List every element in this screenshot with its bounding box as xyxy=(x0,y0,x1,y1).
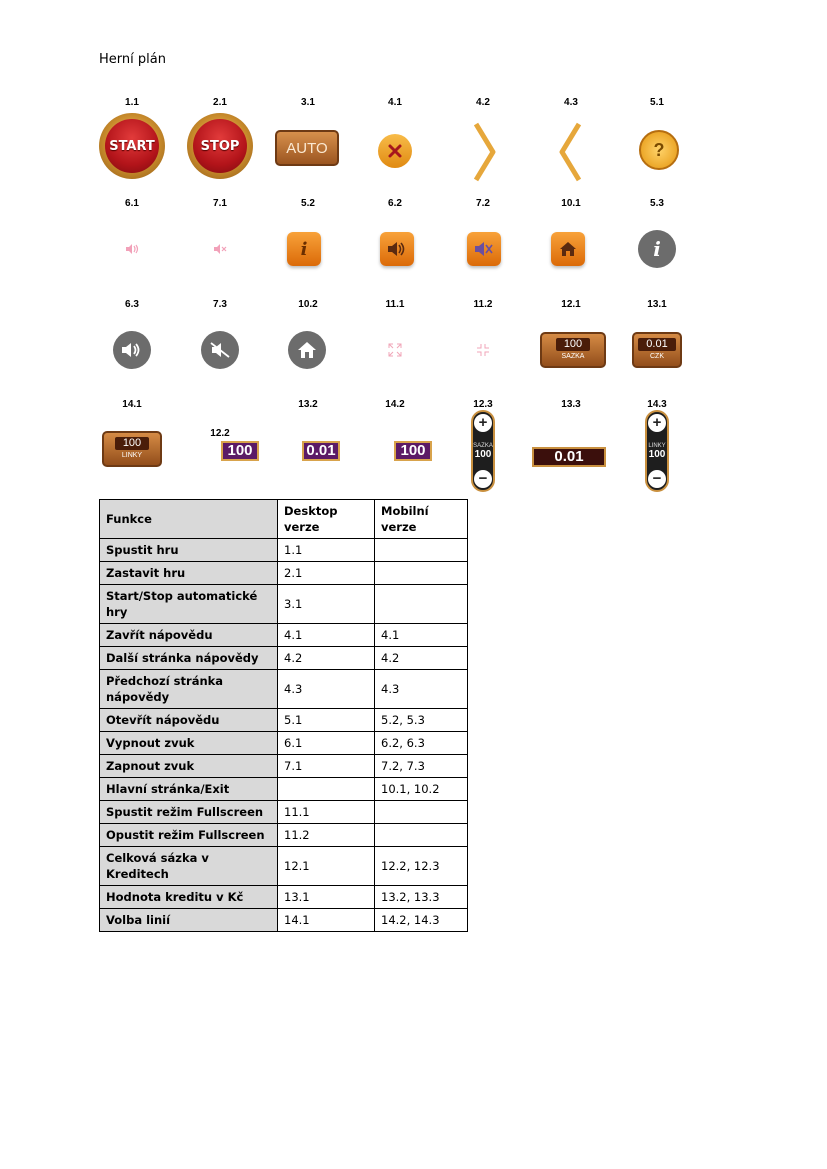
function-cell: Opustit režim Fullscreen xyxy=(100,824,278,847)
label-11-1: 11.1 xyxy=(385,299,405,310)
sound-grey-button[interactable] xyxy=(113,331,151,369)
expand-icon xyxy=(388,343,402,357)
home-icon xyxy=(559,241,577,257)
label-5-2: 5.2 xyxy=(301,198,315,209)
label-4-2: 4.2 xyxy=(476,97,490,108)
bet-plus-button[interactable]: + xyxy=(474,414,492,432)
help-button[interactable] xyxy=(639,130,679,170)
label-14-2: 14.2 xyxy=(385,399,405,410)
label-7-2: 7.2 xyxy=(476,198,490,209)
mobile-cell: 5.2, 5.3 xyxy=(375,709,468,732)
label-11-2: 11.2 xyxy=(473,299,493,310)
function-cell: Zavřít nápovědu xyxy=(100,624,278,647)
lines-minus-button[interactable]: − xyxy=(648,470,666,488)
sound-off-grey-button[interactable] xyxy=(201,331,239,369)
label-5-3: 5.3 xyxy=(650,198,664,209)
table-row xyxy=(100,585,468,624)
mobile-cell: 4.1 xyxy=(375,624,468,647)
credit-mobile-display[interactable]: 0.01 xyxy=(302,441,340,461)
label-6-1: 6.1 xyxy=(125,198,139,209)
lines-display[interactable] xyxy=(102,431,162,467)
desktop-cell: Desktop verze xyxy=(278,500,375,539)
label-4-1: 4.1 xyxy=(388,97,402,108)
bet-vertical-value: 100 xyxy=(474,448,492,460)
info-mobile-button[interactable] xyxy=(287,232,321,266)
stop-button[interactable] xyxy=(187,113,253,179)
mobile-cell xyxy=(375,585,468,624)
desktop-cell: 13.1 xyxy=(278,886,375,909)
bet-vertical-caption: SAZKA xyxy=(473,442,493,449)
label-1-1: 1.1 xyxy=(125,97,139,108)
fullscreen-button[interactable] xyxy=(388,343,402,362)
mobile-cell: 6.2, 6.3 xyxy=(375,732,468,755)
label-2-1: 2.1 xyxy=(213,97,227,108)
info-icon: i xyxy=(300,238,308,260)
lines-mobile-display[interactable]: 100 xyxy=(394,441,432,461)
label-14-1: 14.1 xyxy=(122,399,142,410)
table-row xyxy=(100,801,468,824)
info-grey-button[interactable] xyxy=(638,230,676,268)
function-cell: Volba linií xyxy=(100,909,278,932)
mobile-cell: 12.2, 12.3 xyxy=(375,847,468,886)
table-row xyxy=(100,539,468,562)
unmute-button[interactable] xyxy=(213,242,227,260)
chevron-right-icon xyxy=(474,122,496,182)
table-row xyxy=(100,824,468,847)
table-row xyxy=(100,778,468,801)
label-10-2: 10.2 xyxy=(298,299,318,310)
function-cell: Spustit hru xyxy=(100,539,278,562)
label-12-1: 12.1 xyxy=(561,299,581,310)
table-row xyxy=(100,709,468,732)
label-13-3: 13.3 xyxy=(561,399,581,410)
label-10-1: 10.1 xyxy=(561,198,581,209)
functions-table xyxy=(99,499,468,932)
mobile-cell: 13.2, 13.3 xyxy=(375,886,468,909)
mobile-cell: 4.2 xyxy=(375,647,468,670)
bet-value: 100 xyxy=(556,338,590,351)
desktop-cell: 4.3 xyxy=(278,670,375,709)
next-page-button[interactable] xyxy=(474,122,496,187)
exit-fullscreen-button[interactable] xyxy=(476,343,490,362)
label-3-1: 3.1 xyxy=(301,97,315,108)
table-row xyxy=(100,624,468,647)
lines-vertical-control[interactable] xyxy=(645,410,669,492)
lines-value: 100 xyxy=(115,437,149,450)
start-button[interactable] xyxy=(99,113,165,179)
credit-mobile-dark-display[interactable]: 0.01 xyxy=(532,447,606,467)
function-cell: Hodnota kreditu v Kč xyxy=(100,886,278,909)
function-cell: Otevřít nápovědu xyxy=(100,709,278,732)
start-label: START xyxy=(105,119,159,173)
label-6-2: 6.2 xyxy=(388,198,402,209)
bet-caption: SAZKA xyxy=(561,353,585,360)
home-grey-button[interactable] xyxy=(288,331,326,369)
home-mobile-button[interactable] xyxy=(551,232,585,266)
credit-value: 0.01 xyxy=(638,338,675,351)
speaker-off-icon xyxy=(213,243,227,255)
mobile-cell: 14.2, 14.3 xyxy=(375,909,468,932)
mobile-cell xyxy=(375,539,468,562)
sound-off-mobile-button[interactable] xyxy=(467,232,501,266)
prev-page-button[interactable] xyxy=(559,122,581,187)
label-6-3: 6.3 xyxy=(125,299,139,310)
page-title: Herní plán xyxy=(99,52,166,67)
bet-mobile-display[interactable]: 100 xyxy=(221,441,259,461)
mobile-cell: Mobilní verze xyxy=(375,500,468,539)
table-row xyxy=(100,670,468,709)
function-cell: Celková sázka v Kreditech xyxy=(100,847,278,886)
label-5-1: 5.1 xyxy=(650,97,664,108)
function-cell: Zastavit hru xyxy=(100,562,278,585)
label-12-2: 12.2 xyxy=(210,428,230,439)
desktop-cell: 4.2 xyxy=(278,647,375,670)
bet-vertical-control[interactable] xyxy=(471,410,495,492)
desktop-cell: 11.1 xyxy=(278,801,375,824)
table-row xyxy=(100,847,468,886)
desktop-cell: 14.1 xyxy=(278,909,375,932)
lines-plus-button[interactable]: + xyxy=(648,414,666,432)
mute-button[interactable] xyxy=(125,242,139,260)
mobile-cell xyxy=(375,562,468,585)
credit-caption: CZK xyxy=(650,353,664,360)
desktop-cell: 4.1 xyxy=(278,624,375,647)
label-13-1: 13.1 xyxy=(647,299,667,310)
home-icon xyxy=(297,341,317,359)
desktop-cell: 3.1 xyxy=(278,585,375,624)
label-12-3: 12.3 xyxy=(473,399,493,410)
desktop-cell: 6.1 xyxy=(278,732,375,755)
speaker-on-icon xyxy=(125,243,139,255)
function-cell: Vypnout zvuk xyxy=(100,732,278,755)
function-cell: Start/Stop automatické hry xyxy=(100,585,278,624)
auto-button[interactable]: AUTO xyxy=(275,130,339,166)
function-cell: Předchozí stránka nápovědy xyxy=(100,670,278,709)
desktop-cell: 12.1 xyxy=(278,847,375,886)
chevron-left-icon xyxy=(559,122,581,182)
table-row xyxy=(100,886,468,909)
collapse-icon xyxy=(476,343,490,357)
speaker-off-icon xyxy=(474,241,494,257)
close-icon xyxy=(387,143,403,159)
info-icon: i xyxy=(653,237,661,261)
mobile-cell: 10.1, 10.2 xyxy=(375,778,468,801)
sound-mobile-button[interactable] xyxy=(380,232,414,266)
label-7-1: 7.1 xyxy=(213,198,227,209)
credit-display[interactable] xyxy=(632,332,682,368)
function-cell: Hlavní stránka/Exit xyxy=(100,778,278,801)
table-row xyxy=(100,732,468,755)
bet-minus-button[interactable]: − xyxy=(474,470,492,488)
desktop-cell: 2.1 xyxy=(278,562,375,585)
mobile-cell: 7.2, 7.3 xyxy=(375,755,468,778)
speaker-off-icon xyxy=(209,341,231,359)
mobile-cell: 4.3 xyxy=(375,670,468,709)
label-7-3: 7.3 xyxy=(213,299,227,310)
bet-display[interactable] xyxy=(540,332,606,368)
table-row xyxy=(100,909,468,932)
table-row xyxy=(100,647,468,670)
function-cell: Funkce xyxy=(100,500,278,539)
label-14-3: 14.3 xyxy=(647,399,667,410)
desktop-cell: 11.2 xyxy=(278,824,375,847)
close-help-button[interactable] xyxy=(378,134,412,168)
table-row xyxy=(100,562,468,585)
desktop-cell: 1.1 xyxy=(278,539,375,562)
function-cell: Další stránka nápovědy xyxy=(100,647,278,670)
table-header-row xyxy=(100,500,468,539)
label-13-2: 13.2 xyxy=(298,399,318,410)
table-row xyxy=(100,755,468,778)
speaker-on-icon xyxy=(387,241,407,257)
desktop-cell: 7.1 xyxy=(278,755,375,778)
desktop-cell: 5.1 xyxy=(278,709,375,732)
mobile-cell xyxy=(375,801,468,824)
stop-label: STOP xyxy=(193,119,247,173)
mobile-cell xyxy=(375,824,468,847)
function-cell: Zapnout zvuk xyxy=(100,755,278,778)
lines-vertical-caption: LINKY xyxy=(648,442,666,449)
speaker-on-icon xyxy=(121,341,143,359)
lines-vertical-value: 100 xyxy=(648,448,666,460)
question-icon: ? xyxy=(653,139,665,160)
label-4-3: 4.3 xyxy=(564,97,578,108)
lines-caption: LINKY xyxy=(121,452,143,459)
function-cell: Spustit režim Fullscreen xyxy=(100,801,278,824)
desktop-cell xyxy=(278,778,375,801)
